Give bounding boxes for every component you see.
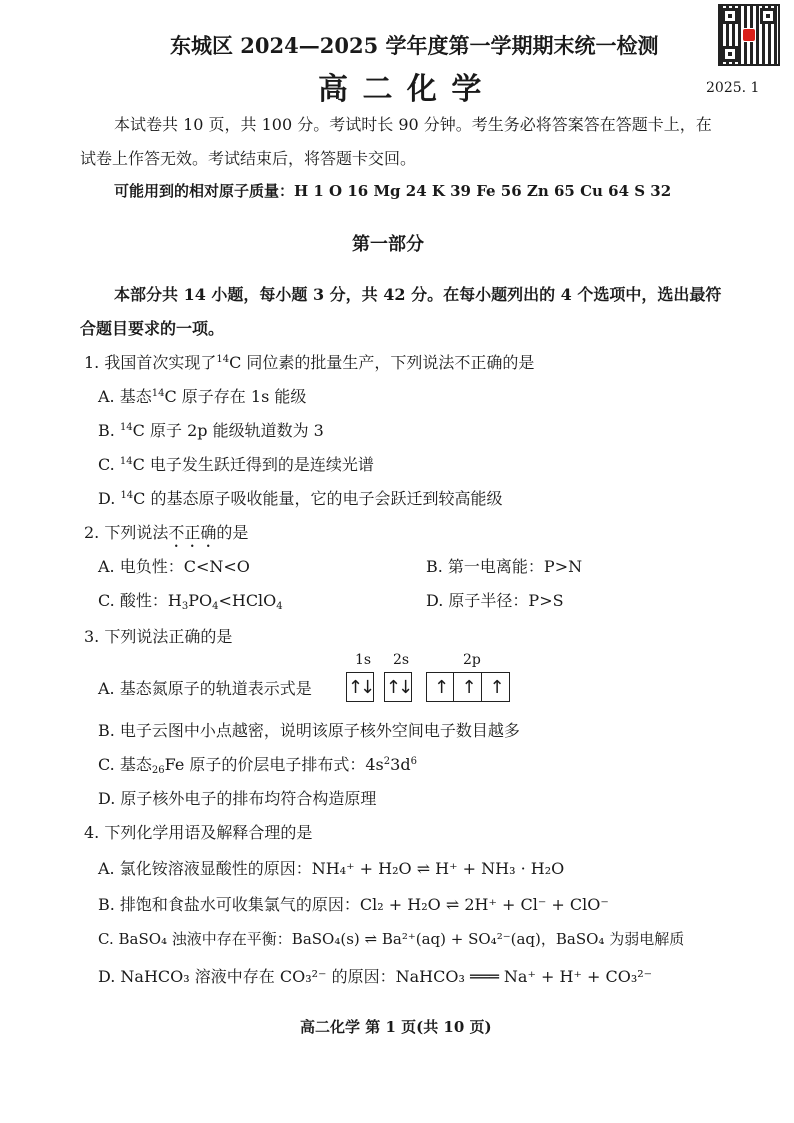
orbital-box-2p-y: ↑ (454, 672, 482, 702)
exam-title: 东城区 2024—2025 学年度第一学期期末统一检测 (170, 33, 659, 58)
question-1-option-a: A. 基态$^{14}$C 原子存在 1s 能级 (98, 387, 307, 406)
question-3-option-d: D. 原子核外电子的排布均符合构造原理 (98, 789, 377, 808)
question-1-option-c: C. $^{14}$C 电子发生跃迁得到的是连续光谱 (98, 455, 374, 474)
subject-title: 高 二 化 学 (318, 72, 484, 107)
question-1-option-d: D. $^{14}$C 的基态原子吸收能量，它的电子会跃迁到较高能级 (98, 489, 503, 508)
instructions-line2: 试卷上作答无效。考试结束后，将答题卡交回。 (80, 149, 417, 168)
question-2-stem: 2. 下列说法不正确的是 (84, 523, 249, 542)
logo-icon (743, 29, 755, 41)
emphasis-dotted: 不正确 (168, 523, 217, 542)
orbital-diagram (346, 672, 510, 702)
question-3-option-a: A. 基态氮原子的轨道表示式是 (98, 679, 312, 698)
orbital-box-1s: ↑↓ (346, 672, 374, 702)
instructions-line1: 本试卷共 10 页，共 100 分。考试时长 90 分钟。考生务必将答案答在答题卡上，在 (114, 115, 712, 134)
orbital-box-2p-z: ↑ (482, 672, 510, 702)
part-title: 第一部分 (352, 234, 424, 255)
question-4-option-d: D. NaHCO₃ 溶液中存在 CO₃²⁻ 的原因：NaHCO₃ ═══ Na⁺ + H⁺ + CO₃²⁻ (98, 967, 653, 986)
page-footer: 高二化学 第 1 页(共 10 页) (300, 1018, 492, 1036)
qr-code-icon (718, 4, 780, 66)
question-4-option-c: C. BaSO₄ 浊液中存在平衡：BaSO₄(s) ⇌ Ba²⁺(aq) + SO₄²⁻(aq)，BaSO₄ 为弱电解质 (98, 930, 685, 948)
question-1-option-b: B. $^{14}$C 原子 2p 能级轨道数为 3 (98, 421, 324, 440)
question-3-stem: 3. 下列说法正确的是 (84, 627, 233, 646)
exam-date: 2025. 1 (706, 80, 760, 96)
question-3-option-c: C. 基态$_{26}$Fe 原子的价层电子排布式：$4s^23d^6$ (98, 755, 417, 776)
question-4-option-a: A. 氯化铵溶液显酸性的原因：NH₄⁺ + H₂O ⇌ H⁺ + NH₃ · H₂O (98, 859, 565, 878)
orbital-box-2s: ↑↓ (384, 672, 412, 702)
part-intro-line1: 本部分共 14 小题，每小题 3 分，共 42 分。在每小题列出的 4 个选项中，选出最符 (114, 285, 722, 304)
question-2-option-a: A. 电负性：C<N<O (98, 557, 250, 576)
orbital-box-2p-x: ↑ (426, 672, 454, 702)
question-2-option-c: C. 酸性：$H_3PO_4<HClO_4$ (98, 591, 283, 612)
question-4-stem: 4. 下列化学用语及解释合理的是 (84, 823, 313, 842)
question-3-option-b: B. 电子云图中小点越密，说明该原子核外空间电子数目越多 (98, 721, 520, 740)
question-2-option-d: D. 原子半径：P>S (426, 591, 564, 610)
orbital-label-2s: 2s (393, 652, 410, 668)
part-intro-line2: 合题目要求的一项。 (80, 319, 225, 338)
atomic-masses: 可能用到的相对原子质量：H 1 O 16 Mg 24 K 39 Fe 56 Zn 65 Cu 64 S 32 (114, 182, 672, 200)
question-2-option-b: B. 第一电离能：P>N (426, 557, 583, 576)
question-1-stem: 1. 我国首次实现了$^{14}$C 同位素的批量生产，下列说法不正确的是 (84, 353, 535, 372)
orbital-label-1s: 1s (355, 652, 372, 668)
orbital-label-2p: 2p (463, 652, 481, 668)
question-4-option-b: B. 排饱和食盐水可收集氯气的原因：Cl₂ + H₂O ⇌ 2H⁺ + Cl⁻ + ClO⁻ (98, 895, 609, 914)
